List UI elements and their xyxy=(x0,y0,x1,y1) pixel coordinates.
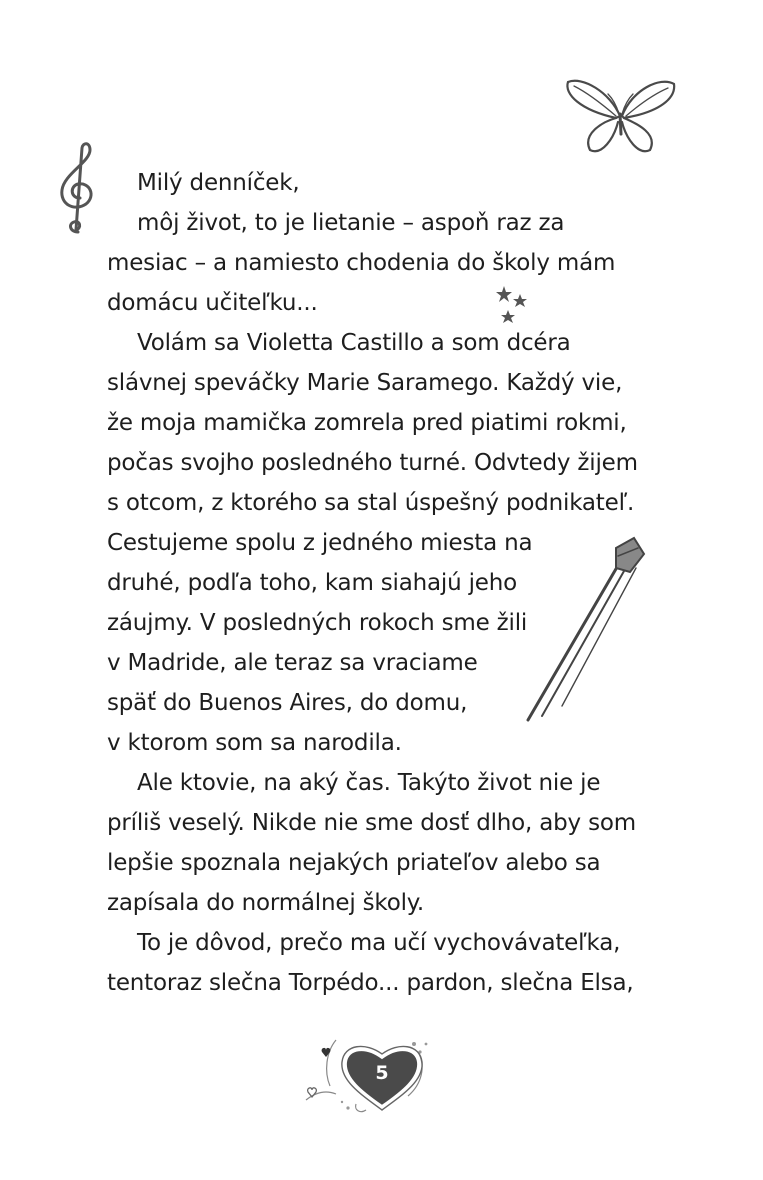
text-line-5: Volám sa Violetta Castillo a som dcéra xyxy=(137,330,571,356)
text-line-10: Cestujeme spolu z jedného miesta na xyxy=(107,530,533,556)
text-line-9: s otcom, z ktorého sa stal úspešný podnikateľ. xyxy=(107,490,635,516)
text-line-14: späť do Buenos Aires, do domu, xyxy=(107,690,468,716)
text-line-21: tentoraz slečna Torpédo... pardon, slečna Elsa, xyxy=(107,970,634,996)
treble-clef-icon xyxy=(52,140,102,236)
text-line-1: Milý denníček, xyxy=(137,170,300,196)
text-line-4: domácu učiteľku... xyxy=(107,290,318,316)
text-line-12: záujmy. V posledných rokoch sme žili xyxy=(107,610,528,636)
text-line-19: zapísala do normálnej školy. xyxy=(107,890,425,916)
shooting-star-icon xyxy=(520,534,650,724)
text-line-16: Ale ktovie, na aký čas. Takýto život nie je xyxy=(137,770,601,796)
page-number: 5 xyxy=(375,1062,389,1084)
text-line-13: v Madride, ale teraz sa vraciame xyxy=(107,650,478,676)
text-line-3: mesiac – a namiesto chodenia do školy mám xyxy=(107,250,616,276)
text-line-11: druhé, podľa toho, kam siahajú jeho xyxy=(107,570,517,596)
text-line-17: príliš veselý. Nikde nie sme dosť dlho, aby som xyxy=(107,810,636,836)
text-line-7: že moja mamička zomrela pred piatimi rokmi, xyxy=(107,410,627,436)
text-line-15: v ktorom som sa narodila. xyxy=(107,730,402,756)
stars-icon xyxy=(494,284,534,326)
text-line-8: počas svojho posledného turné. Odvtedy žijem xyxy=(107,450,638,476)
text-line-6: slávnej speváčky Marie Saramego. Každý vie, xyxy=(107,370,623,396)
butterfly-icon xyxy=(562,72,680,160)
text-line-2: môj život, to je lietanie – aspoň raz za xyxy=(137,210,565,236)
text-line-18: lepšie spoznala nejakých priateľov alebo sa xyxy=(107,850,601,876)
text-line-20: To je dôvod, prečo ma učí vychovávateľka, xyxy=(137,930,621,956)
